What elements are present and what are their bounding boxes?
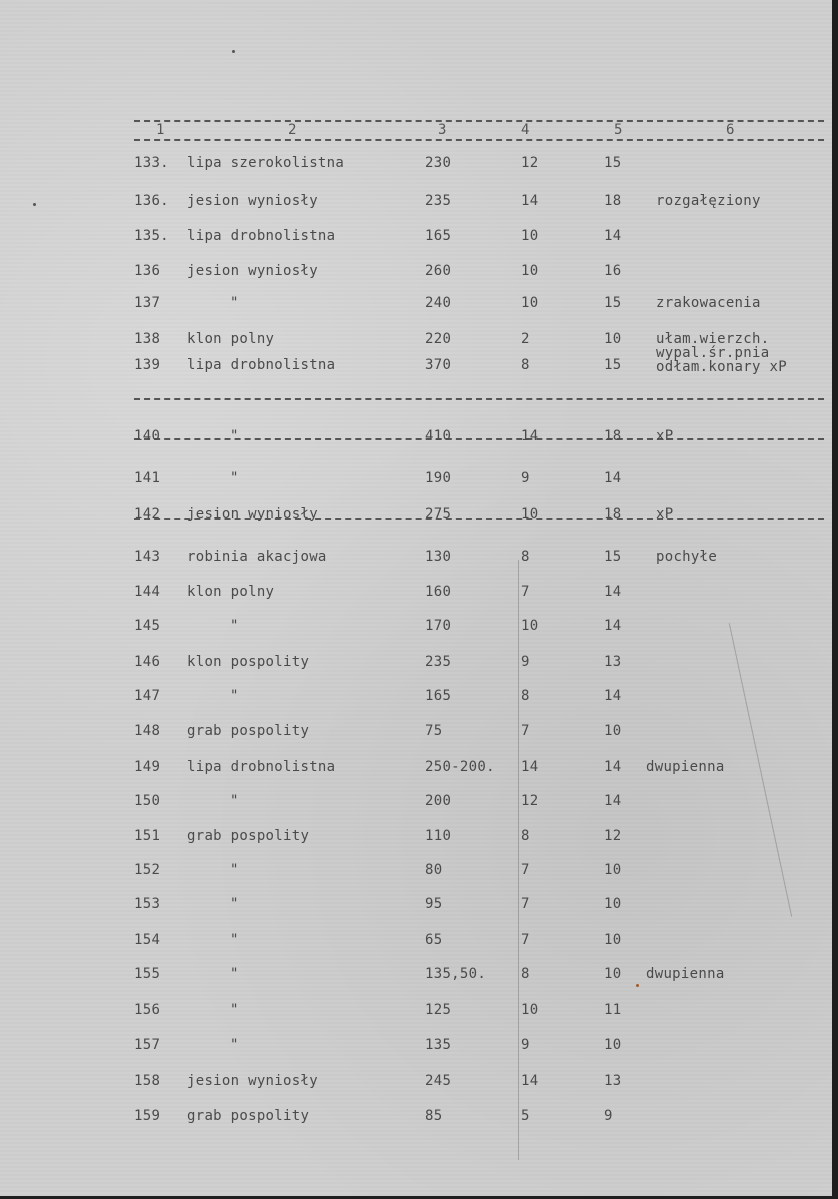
circumference-value: 230 bbox=[425, 155, 452, 171]
column-header: 6 bbox=[726, 122, 735, 138]
circumference-value: 370 bbox=[425, 357, 452, 373]
column-5-value: 12 bbox=[604, 828, 622, 844]
species-name: lipa szerokolistna bbox=[187, 155, 345, 171]
column-5-value: 10 bbox=[604, 1037, 622, 1053]
species-name: klon polny bbox=[187, 331, 275, 347]
paper-speck bbox=[232, 50, 235, 53]
column-5-value: 14 bbox=[604, 584, 622, 600]
row-number: 144 bbox=[134, 584, 161, 600]
row-number: 141 bbox=[134, 470, 161, 486]
circumference-value: 190 bbox=[425, 470, 452, 486]
row-number: 159 bbox=[134, 1108, 161, 1124]
remark-text: wypal.śr.pnia bbox=[656, 345, 770, 361]
column-5-value: 14 bbox=[604, 470, 622, 486]
column-4-value: 14 bbox=[521, 193, 539, 209]
remark-text: ułam.wierzch. bbox=[656, 331, 770, 347]
column-5-value: 9 bbox=[604, 1108, 613, 1124]
column-header: 4 bbox=[521, 122, 530, 138]
row-number: 158 bbox=[134, 1073, 161, 1089]
column-header: 2 bbox=[288, 122, 297, 138]
column-4-value: 10 bbox=[521, 228, 539, 244]
species-name: lipa drobnolistna bbox=[187, 759, 336, 775]
species-name: jesion wyniosły bbox=[187, 193, 318, 209]
species-name: " bbox=[230, 618, 239, 634]
species-name: jesion wyniosły bbox=[187, 1073, 318, 1089]
column-5-value: 14 bbox=[604, 759, 622, 775]
remark-text: dwupienna bbox=[646, 966, 725, 982]
remark-text: zrakowacenia bbox=[656, 295, 761, 311]
row-number: 137 bbox=[134, 295, 161, 311]
column-4-value: 9 bbox=[521, 470, 530, 486]
column-5-value: 15 bbox=[604, 357, 622, 373]
column-5-value: 18 bbox=[604, 506, 622, 522]
species-name: " bbox=[230, 688, 239, 704]
column-4-value: 14 bbox=[521, 759, 539, 775]
column-5-value: 16 bbox=[604, 263, 622, 279]
circumference-value: 135,50. bbox=[425, 966, 487, 982]
column-5-value: 10 bbox=[604, 862, 622, 878]
circumference-value: 260 bbox=[425, 263, 452, 279]
circumference-value: 130 bbox=[425, 549, 452, 565]
column-4-value: 7 bbox=[521, 584, 530, 600]
column-5-value: 14 bbox=[604, 618, 622, 634]
row-number: 155 bbox=[134, 966, 161, 982]
column-5-value: 13 bbox=[604, 1073, 622, 1089]
column-header: 1 bbox=[156, 122, 165, 138]
row-number: 146 bbox=[134, 654, 161, 670]
species-name: " bbox=[230, 862, 239, 878]
circumference-value: 275 bbox=[425, 506, 452, 522]
species-name: lipa drobnolistna bbox=[187, 357, 336, 373]
species-name: grab pospolity bbox=[187, 723, 310, 739]
section-separator-rule bbox=[134, 398, 824, 400]
column-header: 3 bbox=[438, 122, 447, 138]
column-4-value: 8 bbox=[521, 688, 530, 704]
circumference-value: 110 bbox=[425, 828, 452, 844]
circumference-value: 220 bbox=[425, 331, 452, 347]
species-name: " bbox=[230, 470, 239, 486]
column-5-value: 11 bbox=[604, 1002, 622, 1018]
column-5-value: 10 bbox=[604, 331, 622, 347]
column-5-value: 14 bbox=[604, 793, 622, 809]
row-number: 147 bbox=[134, 688, 161, 704]
row-number: 139 bbox=[134, 357, 161, 373]
column-4-value: 10 bbox=[521, 1002, 539, 1018]
column-5-value: 14 bbox=[604, 228, 622, 244]
species-name: " bbox=[230, 793, 239, 809]
column-4-value: 7 bbox=[521, 723, 530, 739]
column-5-value: 15 bbox=[604, 155, 622, 171]
row-number: 148 bbox=[134, 723, 161, 739]
remark-text: xP bbox=[656, 506, 674, 522]
circumference-value: 75 bbox=[425, 723, 443, 739]
circumference-value: 65 bbox=[425, 932, 443, 948]
row-number: 150 bbox=[134, 793, 161, 809]
row-number: 140 bbox=[134, 428, 161, 444]
row-number: 136 bbox=[134, 263, 161, 279]
column-4-value: 12 bbox=[521, 793, 539, 809]
column-5-value: 14 bbox=[604, 688, 622, 704]
column-5-value: 13 bbox=[604, 654, 622, 670]
row-number: 157 bbox=[134, 1037, 161, 1053]
column-4-value: 10 bbox=[521, 295, 539, 311]
circumference-value: 170 bbox=[425, 618, 452, 634]
row-number: 133. bbox=[134, 155, 169, 171]
row-number: 149 bbox=[134, 759, 161, 775]
header-bottom-rule bbox=[134, 139, 824, 141]
circumference-value: 165 bbox=[425, 688, 452, 704]
column-4-value: 10 bbox=[521, 506, 539, 522]
header-top-rule bbox=[134, 120, 824, 122]
column-4-value: 9 bbox=[521, 654, 530, 670]
circumference-value: 245 bbox=[425, 1073, 452, 1089]
species-name: " bbox=[230, 1002, 239, 1018]
circumference-value: 160 bbox=[425, 584, 452, 600]
column-4-value: 2 bbox=[521, 331, 530, 347]
row-number: 135. bbox=[134, 228, 169, 244]
circumference-value: 165 bbox=[425, 228, 452, 244]
species-name: " bbox=[230, 295, 239, 311]
row-number: 154 bbox=[134, 932, 161, 948]
species-name: " bbox=[230, 966, 239, 982]
species-name: " bbox=[230, 1037, 239, 1053]
column-5-value: 18 bbox=[604, 193, 622, 209]
column-5-value: 18 bbox=[604, 428, 622, 444]
row-number: 143 bbox=[134, 549, 161, 565]
column-header: 5 bbox=[614, 122, 623, 138]
remark-text: xP bbox=[656, 428, 674, 444]
row-number: 136. bbox=[134, 193, 169, 209]
circumference-value: 235 bbox=[425, 654, 452, 670]
remark-text: dwupienna bbox=[646, 759, 725, 775]
circumference-value: 410 bbox=[425, 428, 452, 444]
circumference-value: 80 bbox=[425, 862, 443, 878]
species-name: klon pospolity bbox=[187, 654, 310, 670]
row-number: 138 bbox=[134, 331, 161, 347]
column-4-value: 10 bbox=[521, 618, 539, 634]
species-name: jesion wyniosły bbox=[187, 506, 318, 522]
column-5-value: 10 bbox=[604, 932, 622, 948]
paper-speck bbox=[33, 203, 36, 206]
circumference-value: 240 bbox=[425, 295, 452, 311]
remark-text: rozgałęziony bbox=[656, 193, 761, 209]
species-name: " bbox=[230, 932, 239, 948]
column-4-value: 7 bbox=[521, 862, 530, 878]
circumference-value: 85 bbox=[425, 1108, 443, 1124]
species-name: grab pospolity bbox=[187, 1108, 310, 1124]
column-4-value: 14 bbox=[521, 428, 539, 444]
row-number: 151 bbox=[134, 828, 161, 844]
column-4-value: 8 bbox=[521, 966, 530, 982]
circumference-value: 125 bbox=[425, 1002, 452, 1018]
column-5-value: 10 bbox=[604, 896, 622, 912]
column-4-value: 7 bbox=[521, 896, 530, 912]
row-number: 142 bbox=[134, 506, 161, 522]
circumference-value: 95 bbox=[425, 896, 443, 912]
species-name: lipa drobnolistna bbox=[187, 228, 336, 244]
species-name: " bbox=[230, 896, 239, 912]
column-5-value: 10 bbox=[604, 966, 622, 982]
row-number: 152 bbox=[134, 862, 161, 878]
column-5-value: 15 bbox=[604, 295, 622, 311]
remark-text-line-2: odłam.konary xP bbox=[656, 359, 787, 375]
column-4-value: 14 bbox=[521, 1073, 539, 1089]
circumference-value: 235 bbox=[425, 193, 452, 209]
species-name: " bbox=[230, 428, 239, 444]
remark-text: pochyłe bbox=[656, 549, 718, 565]
column-4-value: 7 bbox=[521, 932, 530, 948]
column-5-value: 15 bbox=[604, 549, 622, 565]
column-5-value: 10 bbox=[604, 723, 622, 739]
column-4-value: 5 bbox=[521, 1108, 530, 1124]
circumference-value: 135 bbox=[425, 1037, 452, 1053]
species-name: robinia akacjowa bbox=[187, 549, 327, 565]
paper-crease bbox=[729, 623, 792, 917]
column-4-value: 10 bbox=[521, 263, 539, 279]
column-4-value: 9 bbox=[521, 1037, 530, 1053]
column-4-value: 8 bbox=[521, 549, 530, 565]
species-name: grab pospolity bbox=[187, 828, 310, 844]
circumference-value: 250-200. bbox=[425, 759, 495, 775]
circumference-value: 200 bbox=[425, 793, 452, 809]
paper-crease bbox=[518, 560, 519, 1160]
row-number: 145 bbox=[134, 618, 161, 634]
column-4-value: 12 bbox=[521, 155, 539, 171]
row-number: 153 bbox=[134, 896, 161, 912]
species-name: klon polny bbox=[187, 584, 275, 600]
column-4-value: 8 bbox=[521, 357, 530, 373]
row-number: 156 bbox=[134, 1002, 161, 1018]
species-name: jesion wyniosły bbox=[187, 263, 318, 279]
column-4-value: 8 bbox=[521, 828, 530, 844]
paper-speck bbox=[636, 984, 639, 987]
